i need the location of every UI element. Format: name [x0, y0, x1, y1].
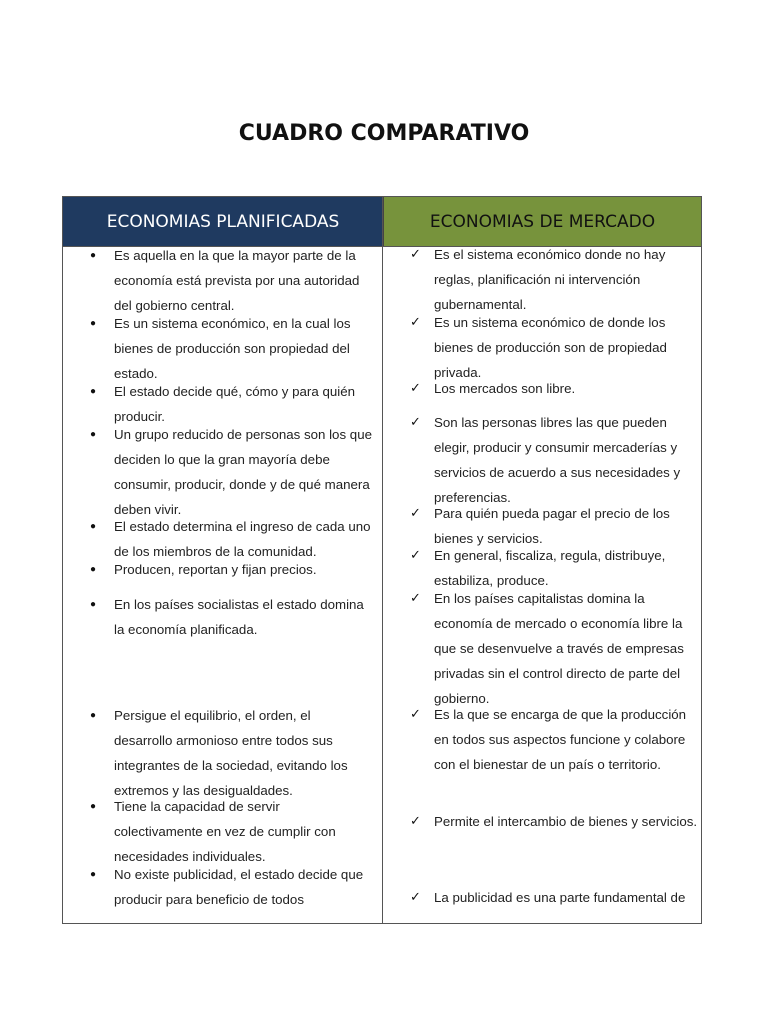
list-item: El estado decide qué, cómo y para quién producir. [114, 384, 355, 424]
list-item: En general, fiscaliza, regula, distribuye, estabiliza, produce. [434, 548, 666, 588]
checkmark-icon: ✓ [410, 414, 421, 429]
list-item: En los países socialistas el estado domina la economía planificada. [114, 597, 364, 637]
bullet-icon: ● [90, 869, 97, 880]
checkmark-icon: ✓ [410, 813, 421, 828]
list-item: Es un sistema económico, en la cual los bienes de producción son propiedad del estado. [114, 316, 351, 381]
list-item: Es el sistema económico donde no hay reglas, planificación ni intervención gubernamental. [434, 247, 666, 312]
list-item: Es aquella en la que la mayor parte de la economía está prevista por una autoridad del gobierno central. [114, 248, 360, 313]
checkmark-icon: ✓ [410, 380, 421, 395]
list-item: Permite el intercambio de bienes y servicios. [434, 814, 698, 829]
list-item: Un grupo reducido de personas son los que deciden lo que la gran mayoría debe consumir, producir, donde y de qué manera deben vivir. [114, 427, 372, 517]
list-item: Son las personas libres las que pueden elegir, producir y consumir mercaderías y servicios de acuerdo a sus necesidades y preferencias. [434, 415, 681, 505]
bullet-icon: ● [90, 564, 97, 575]
checkmark-icon: ✓ [410, 547, 421, 562]
bullet-icon: ● [90, 801, 97, 812]
header-planificadas: ECONOMIAS PLANIFICADAS [63, 197, 383, 246]
list-item: No existe publicidad, el estado decide que producir para beneficio de todos [114, 867, 364, 907]
header-mercado: ECONOMIAS DE MERCADO [383, 197, 701, 246]
list-item: Es la que se encarga de que la producción en todos sus aspectos funcione y colabore con el bienestar de un país o territorio. [434, 707, 687, 772]
checkmark-icon: ✓ [410, 889, 421, 904]
checkmark-icon: ✓ [410, 246, 421, 261]
list-item: Para quién pueda pagar el precio de los bienes y servicios. [434, 506, 670, 546]
bullet-icon: ● [90, 386, 97, 397]
bullet-icon: ● [90, 429, 97, 440]
page-title: CUADRO COMPARATIVO [238, 121, 530, 146]
list-item: Persigue el equilibrio, el orden, el desarrollo armonioso entre todos sus integrantes de la sociedad, evitando los extremos y las desigualdades. [114, 708, 348, 798]
bullet-icon: ● [90, 521, 97, 532]
checkmark-icon: ✓ [410, 590, 421, 605]
list-item: El estado determina el ingreso de cada uno de los miembros de la comunidad. [114, 519, 371, 559]
checkmark-icon: ✓ [410, 314, 421, 329]
list-item: La publicidad es una parte fundamental de [434, 890, 686, 905]
list-item: Tiene la capacidad de servir colectivamente en vez de cumplir con necesidades individuales. [114, 799, 336, 864]
bullet-icon: ● [90, 250, 97, 261]
bullet-icon: ● [90, 710, 97, 721]
checkmark-icon: ✓ [410, 505, 421, 520]
list-item: Producen, reportan y fijan precios. [114, 562, 317, 577]
list-item: Los mercados son libre. [434, 381, 576, 396]
list-item: Es un sistema económico de donde los bienes de producción son de propiedad privada. [434, 315, 667, 380]
checkmark-icon: ✓ [410, 706, 421, 721]
bullet-icon: ● [90, 599, 97, 610]
bullet-icon: ● [90, 318, 97, 329]
list-item: En los países capitalistas domina la economía de mercado o economía libre la que se desenvuelve a través de empresas privadas sin el control directo de parte del gobierno. [434, 591, 684, 706]
